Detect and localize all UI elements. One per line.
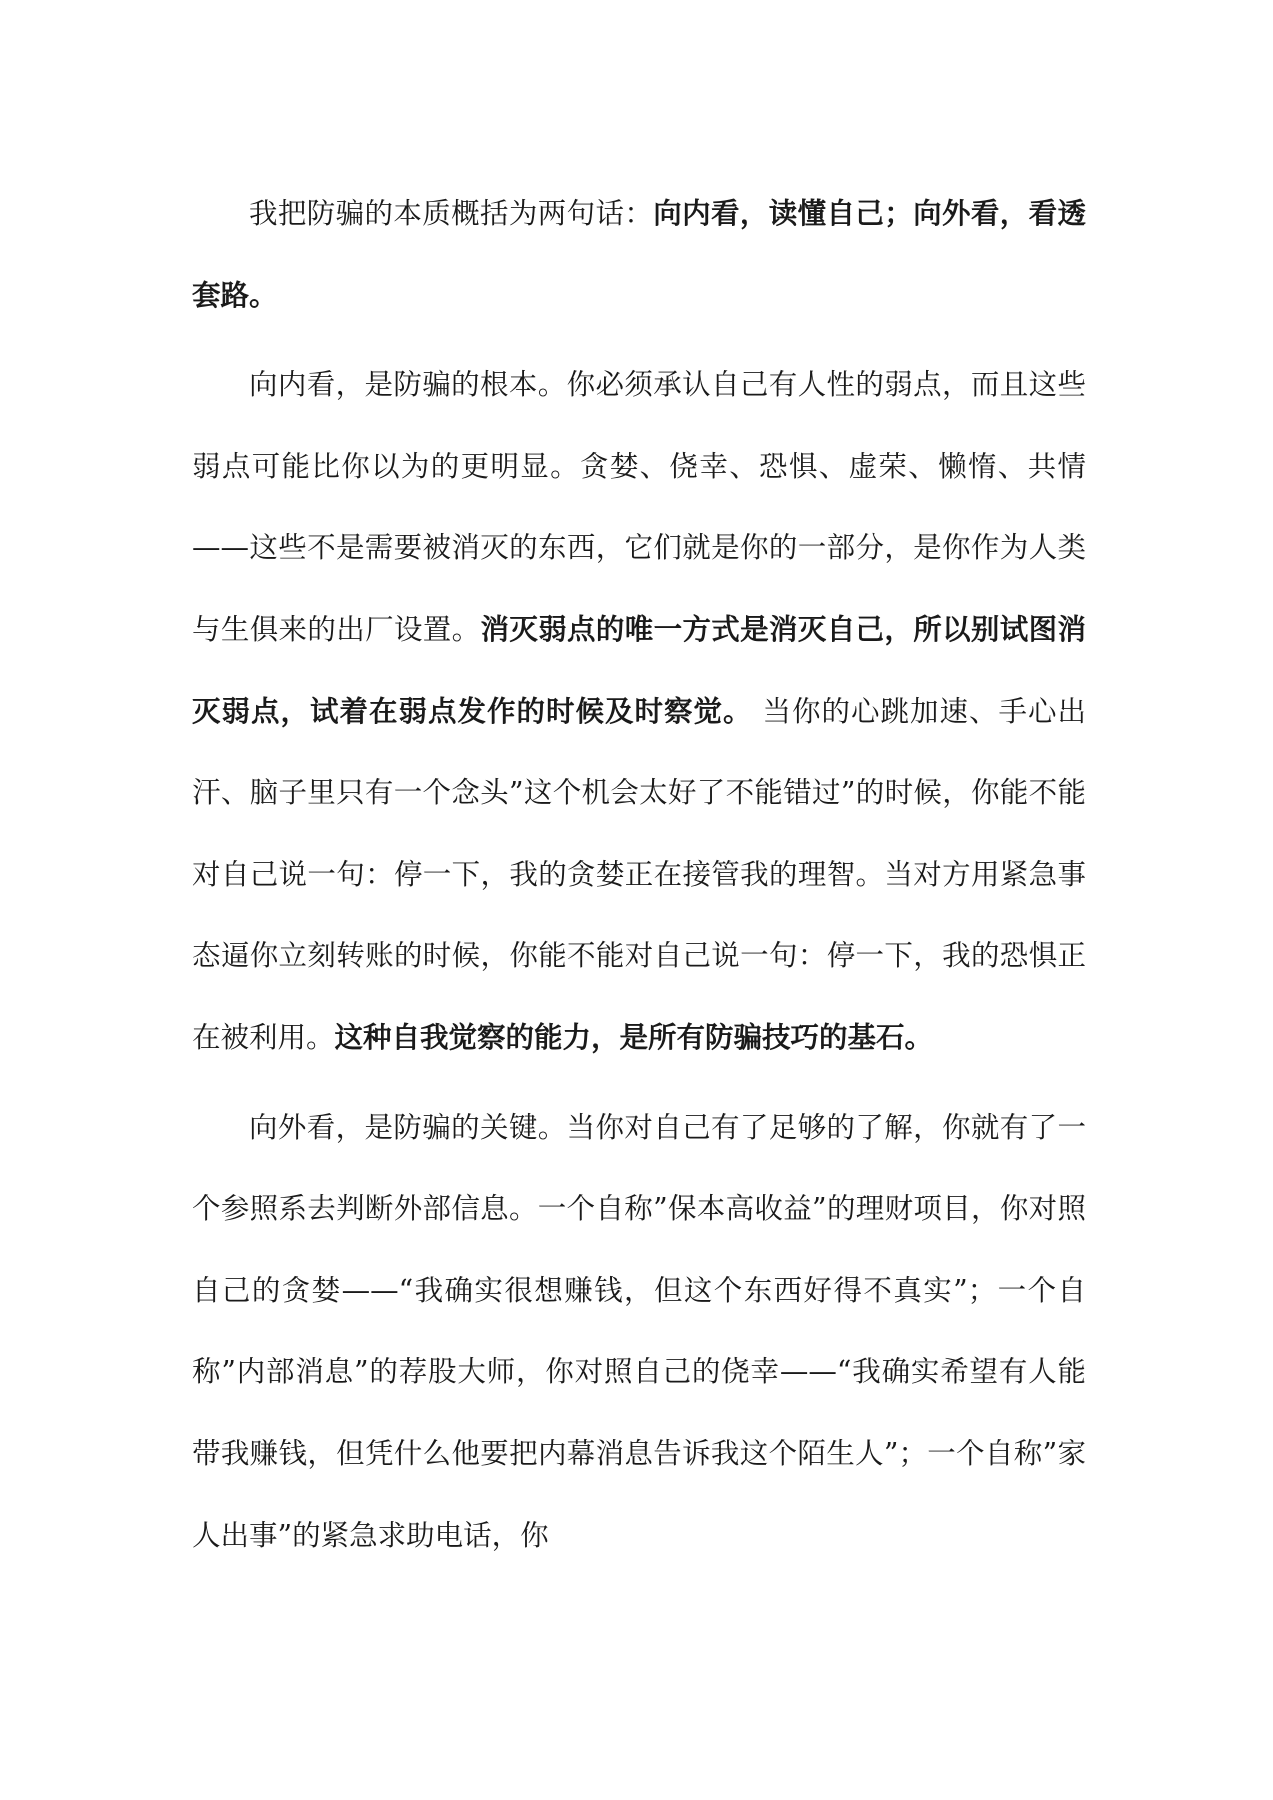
paragraph-2-text-a: 向内看，是防骗的根本。你必须承认自己有人性的弱点，而且这些弱点可能比你以为的更明显。贪婪、侥幸、恐惧、虚荣、懒惰、共情——这些不是需要被消灭的东西，它们就是你的一部分，是你作为人类与生俱来的出厂设置。 [192,368,1086,646]
body-text [192,173,1086,1576]
paragraph-2-emphasis-a: 消灭弱点的唯一方式是消灭自己，所以别试图消灭弱点，试着在弱点发作的时候及时察觉。 [192,611,1086,728]
paragraph-3 [192,1087,1086,1577]
paragraph-2-emphasis-b: 这种自我觉察的能力，是所有防骗技巧的基石。 [334,1019,934,1054]
paragraph-3-text: 向外看，是防骗的关键。当你对自己有了足够的了解，你就有了一个参照系去判断外部信息。一个自称”保本高收益”的理财项目，你对照自己的贪婪——“我确实很想赚钱，但这个东西好得不真实”；一个自称”内部消息”的荐股大师，你对照自己的侥幸——“我确实希望有人能带我赚钱，但凭什么他要把内幕消息告诉我这个陌生人”；一个自称”家人出事”的紧急求助电话，你 [192,1110,1086,1552]
paragraph-2-text-b: 当你的心跳加速、手心出汗、脑子里只有一个念头”这个机会太好了不能错过”的时候，你能不能对自己说一句：停一下，我的贪婪正在接管我的理智。当对方用紧急事态逼你立刻转账的时候，你能不能对自己说一句：停一下，我的恐惧正在被利用。 [192,694,1086,1054]
paragraph-1-emphasis: 向内看，读懂自己；向外看，看透套路。 [192,196,1086,312]
paragraph-1 [192,173,1086,336]
paragraph-2 [192,344,1086,1078]
paragraph-1-text: 我把防骗的本质概括为两句话： [249,197,654,230]
